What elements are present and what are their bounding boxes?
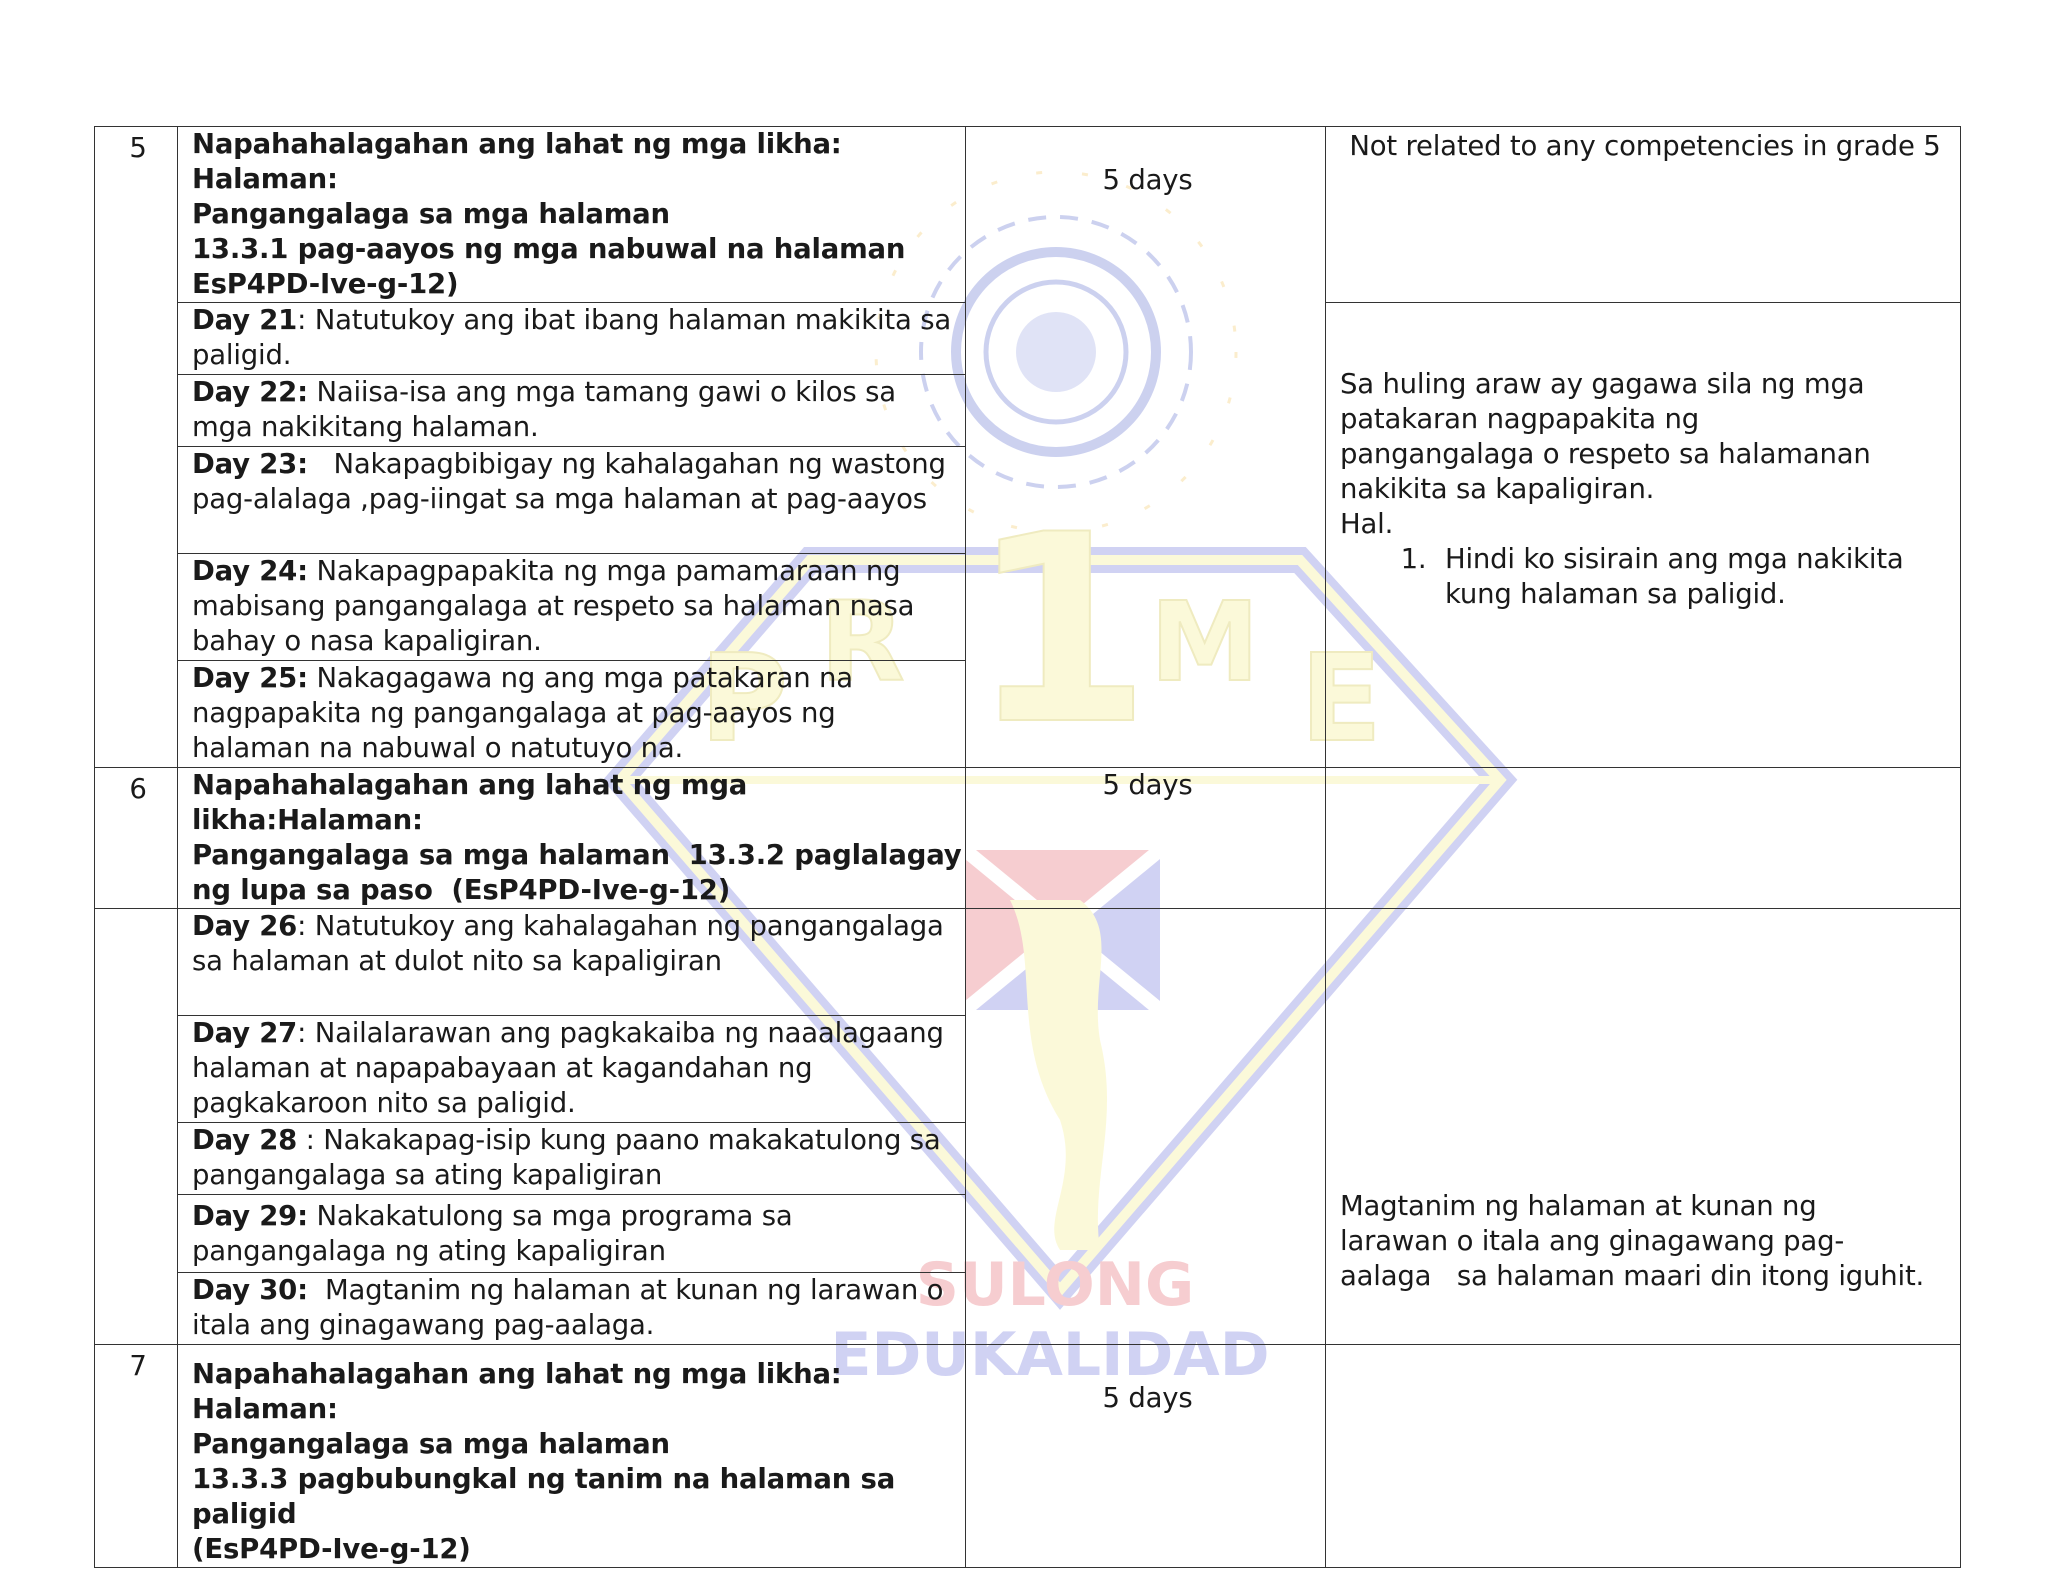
competency-title-line: EsP4PD-Ive-g-12) [192, 268, 459, 300]
list-item: 1. Hindi ko sisirain ang mga nakikita kung halaman sa paligid. [1435, 542, 1950, 612]
day-text: Natutukoy ang kahalagahan ng pangangalaga sa halaman at dulot nito sa kapaligiran [192, 910, 944, 977]
day-label: Day 27 [192, 1017, 298, 1049]
competency-title-cell [178, 768, 966, 909]
watermark-letter-1: 1 [970, 480, 1151, 782]
watermark-slogan-line2: EDUKALIDAD [830, 1320, 1270, 1390]
remarks-cell [1326, 768, 1961, 909]
remarks-cell [1326, 127, 1961, 303]
watermark-letter-r: R [820, 578, 905, 706]
row-number: 7 [129, 1350, 147, 1382]
competency-title-line: Pangangalaga sa mga halaman [192, 1428, 670, 1460]
day-cell [178, 661, 966, 768]
remarks-line: nakikita sa kapaligiran. [1340, 473, 1655, 505]
competency-title-cell [178, 1345, 966, 1568]
remarks-line: Magtanim ng halaman at kunan ng [1340, 1190, 1817, 1222]
day-cell [178, 1016, 966, 1123]
watermark-letter-p: P [700, 630, 788, 769]
competency-title-line: ng lupa sa paso (EsP4PD-Ive-g-12) [192, 874, 731, 906]
day-text: Naiisa-isa ang mga tamang gawi o kilos sa mga nakikitang halaman. [192, 376, 896, 443]
day-label: Day 24: [192, 555, 308, 587]
day-label: Day 22: [192, 376, 308, 408]
remarks-cell [1326, 909, 1961, 1345]
remarks-cell [1326, 303, 1961, 768]
row-number: 5 [129, 132, 147, 164]
table-row [95, 768, 1961, 909]
row-number-cell [95, 1345, 178, 1568]
day-text: Nakagagawa ng ang mga patakaran na nagpapakita ng pangangalaga at pag-aayos ng halaman na nabuwal o natutuyo na. [192, 662, 853, 764]
table-row [95, 127, 1961, 303]
table-row [95, 1345, 1961, 1568]
example-list [1340, 542, 1950, 612]
day-label: Day 25: [192, 662, 308, 694]
day-text: Nakakatulong sa mga programa sa pangangalaga ng ating kapaligiran [192, 1200, 793, 1267]
remarks-line: Sa huling araw ay gagawa sila ng mga [1340, 368, 1865, 400]
day-label: Day 30: [192, 1274, 308, 1306]
remarks-line: Hal. [1340, 508, 1394, 540]
day-label: Day 26 [192, 910, 298, 942]
competency-title-line: (EsP4PD-Ive-g-12) [192, 1533, 471, 1565]
duration-cell [966, 127, 1326, 768]
row-number-cell [95, 768, 178, 909]
duration: 5 days [1102, 164, 1193, 196]
competency-title-line: Napahahalagahan ang lahat ng mga likha: Halaman: [192, 1358, 842, 1425]
day-sep [308, 1274, 325, 1306]
duration-cell [966, 909, 1326, 1345]
day-label: Day 28 [192, 1124, 298, 1156]
day-sep: : [297, 304, 315, 336]
day-text: Nakakapag-isip kung paano makakatulong sa pangangalaga sa ating kapaligiran [192, 1124, 941, 1191]
day-sep: : [297, 1124, 324, 1156]
day-text: Nailalarawan ang pagkakaiba ng naaalagaang halaman at napapabayaan at kagandahan ng pagkakaroon nito sa paligid. [192, 1017, 944, 1119]
curriculum-table [94, 126, 1961, 1568]
row-number-cell [95, 127, 178, 768]
day-cell [178, 554, 966, 661]
day-cell [178, 1123, 966, 1195]
day-sep: : [297, 1017, 315, 1049]
day-sep [308, 448, 334, 480]
day-cell [178, 303, 966, 375]
competency-title-line: 13.3.1 pag-aayos ng mga nabuwal na halaman [192, 233, 906, 265]
watermark-slogan-line1: SULONG [915, 1250, 1195, 1320]
day-cell [178, 909, 966, 1016]
day-cell [178, 1195, 966, 1273]
table-row [95, 909, 1961, 1016]
competency-title-line: Pangangalaga sa mga halaman [192, 198, 670, 230]
day-label: Day 23: [192, 448, 308, 480]
duration-cell [966, 768, 1326, 909]
remarks-cell [1326, 1345, 1961, 1568]
competency-title-line: Napahahalagahan ang lahat ng mga likha: Halaman: [192, 128, 842, 195]
day-cell [178, 447, 966, 554]
day-text: Natutukoy ang ibat ibang halaman makikita sa paligid. [192, 304, 951, 371]
watermark-letter-m: M [1150, 578, 1260, 706]
duration-cell [966, 1345, 1326, 1568]
remarks-text: Not related to any competencies in grade 5 [1349, 130, 1941, 162]
competency-title-line: Pangangalaga sa mga halaman 13.3.2 paglalagay [192, 839, 962, 871]
remarks-line: patakaran nagpapakita ng [1340, 403, 1699, 435]
duration: 5 days [1102, 1382, 1193, 1414]
row-number: 6 [129, 773, 147, 805]
competency-title-line: Napahahalagahan ang lahat ng mga likha:Halaman: [192, 769, 748, 836]
day-label: Day 21 [192, 304, 298, 336]
day-sep: : [297, 910, 315, 942]
remarks-line: larawan o itala ang ginagawang pag- [1340, 1225, 1845, 1257]
day-label: Day 29: [192, 1200, 308, 1232]
watermark-letter-e: E [1300, 630, 1382, 769]
remarks-line: aalaga sa halaman maari din itong iguhit. [1340, 1260, 1925, 1292]
duration: 5 days [1102, 769, 1193, 801]
day-text: Nakapagpapakita ng mga pamamaraan ng mabisang pangangalaga at respeto sa halaman nasa bahay o nasa kapaligiran. [192, 555, 915, 657]
day-cell [178, 375, 966, 447]
day-text: Magtanim ng halaman at kunan ng larawan o itala ang ginagawang pag-aalaga. [192, 1274, 944, 1341]
competency-title-line: 13.3.3 pagbubungkal ng tanim na halaman sa paligid [192, 1463, 896, 1530]
remarks-line: pangangalaga o respeto sa halamanan [1340, 438, 1871, 470]
day-cell [178, 1273, 966, 1345]
row-number-cell [95, 909, 178, 1345]
competency-title-cell [178, 127, 966, 303]
day-text: Nakapagbibigay ng kahalagahan ng wastong pag-alalaga ,pag-iingat sa mga halaman at pag-aayos [192, 448, 946, 515]
